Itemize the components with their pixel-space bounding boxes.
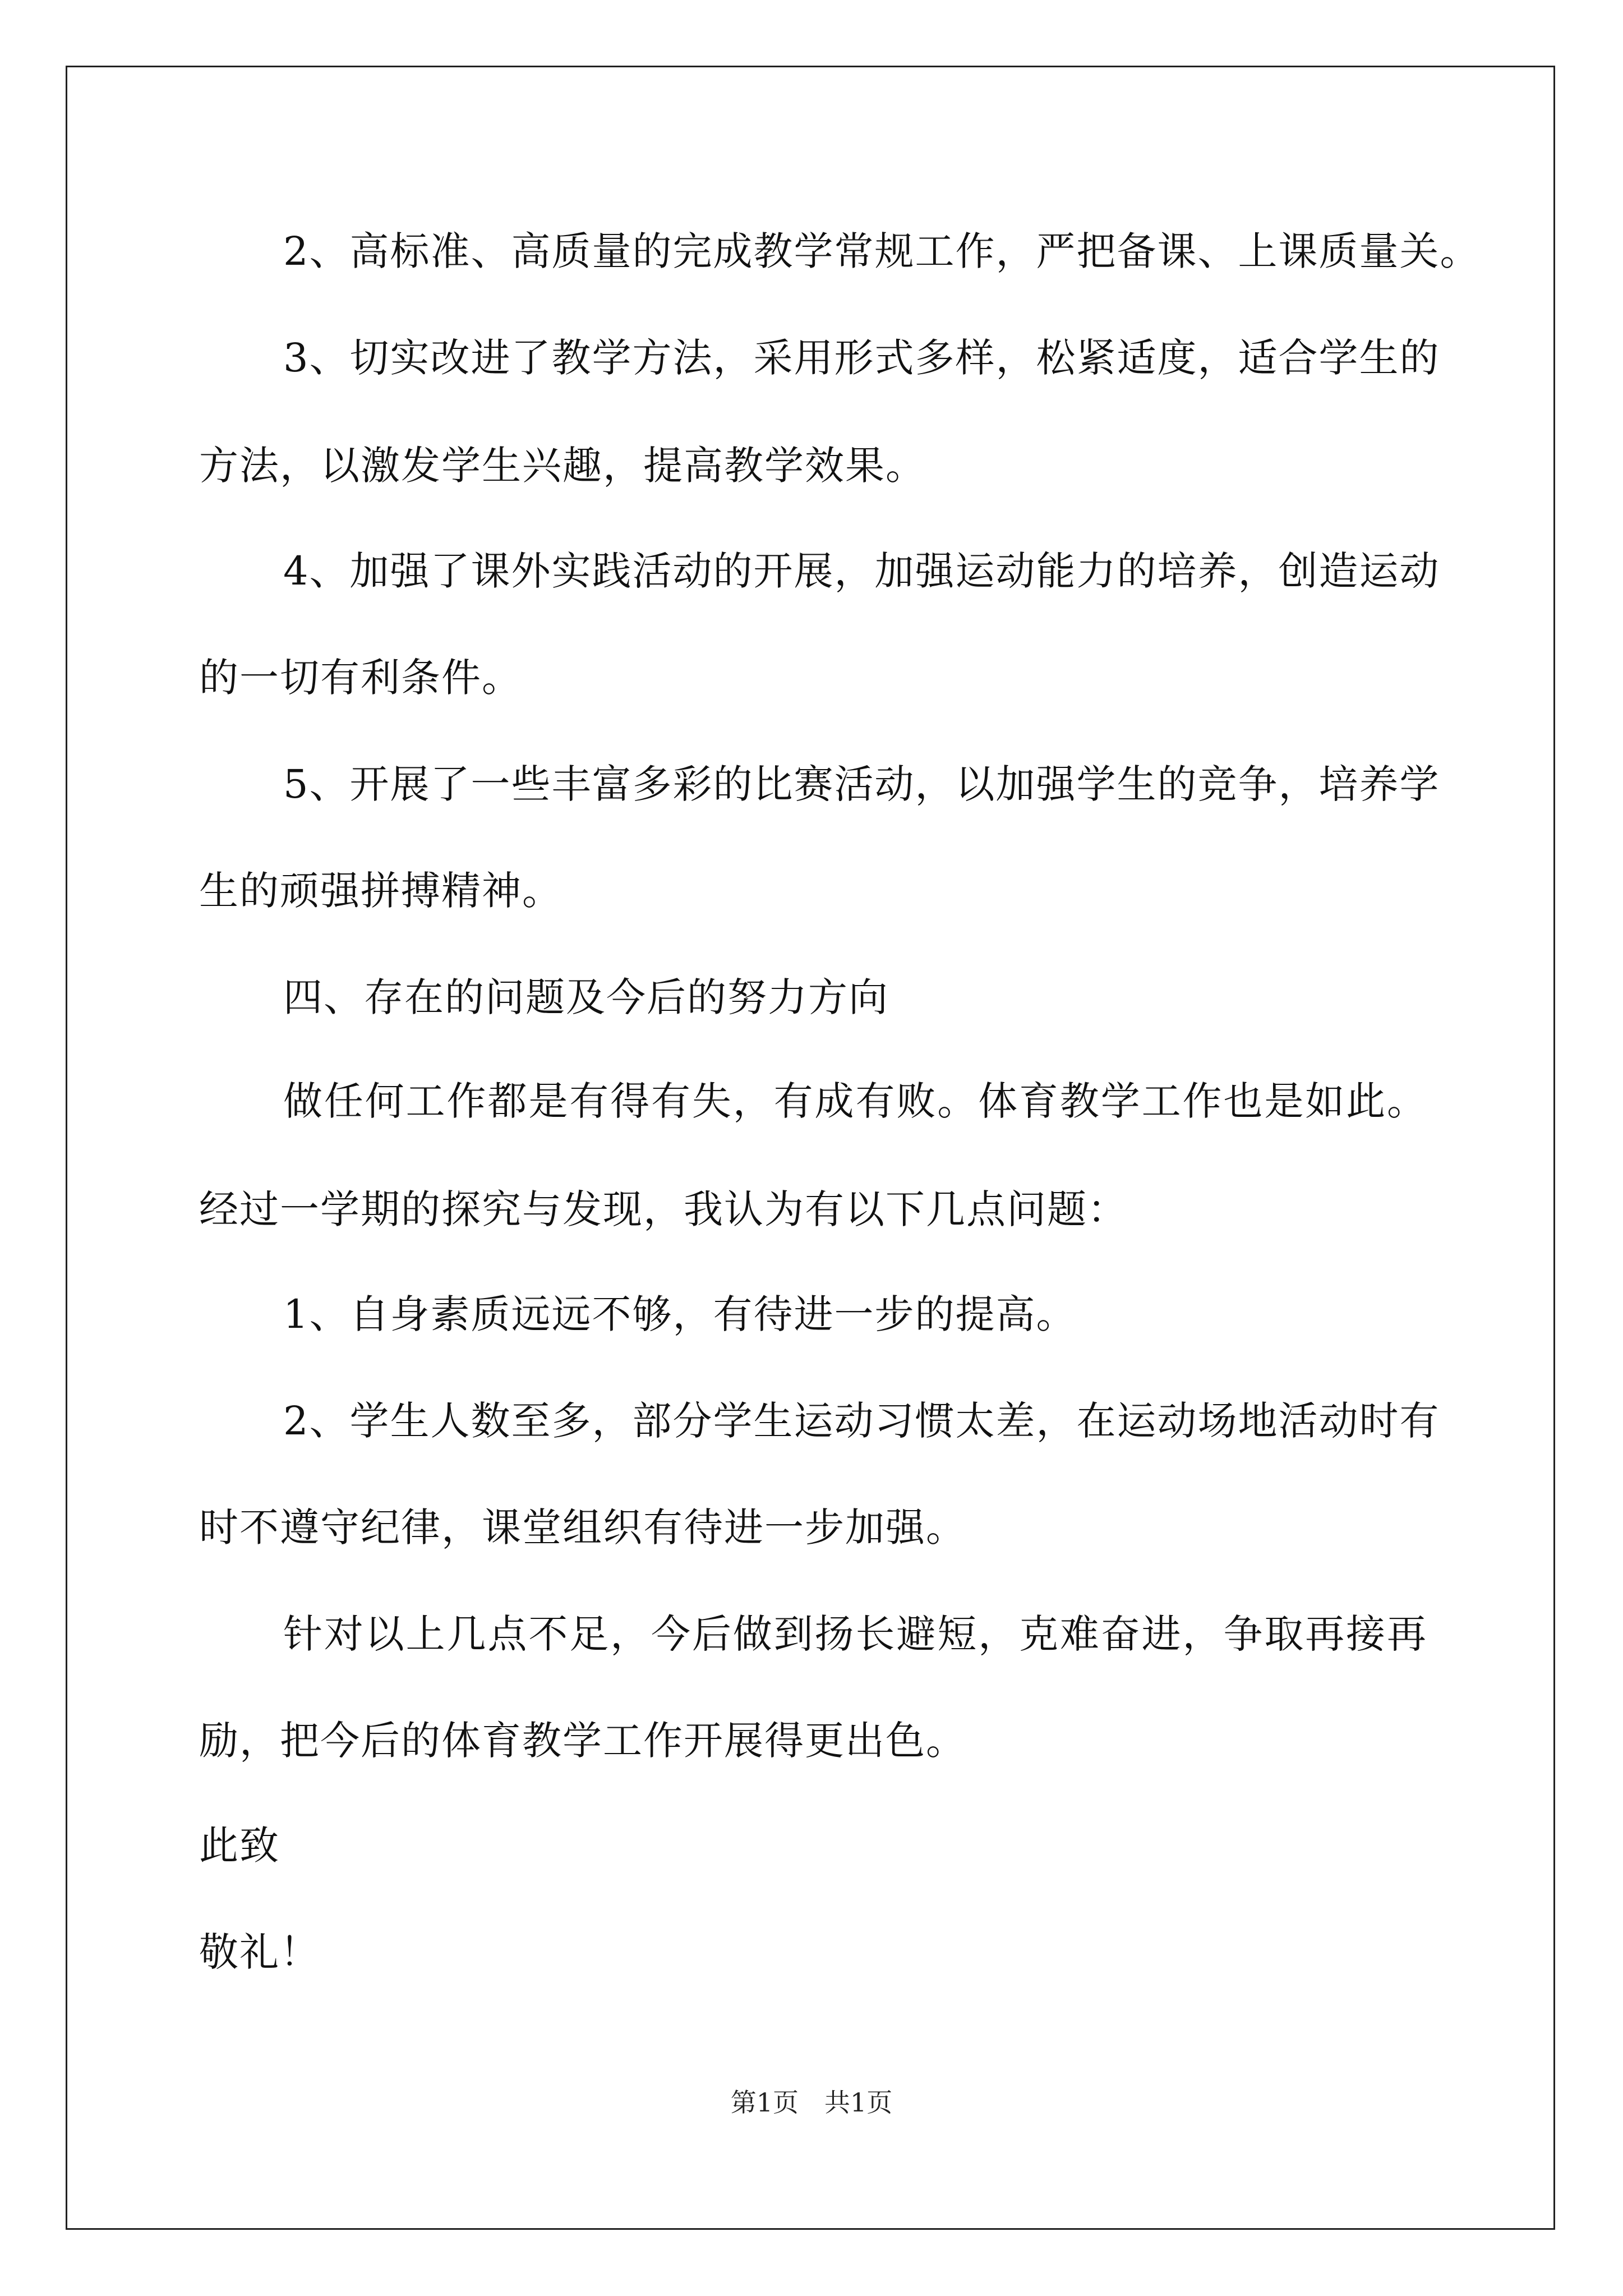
paragraph-line: 2、高标准、高质量的完成教学常规工作，严把备课、上课质量关。 bbox=[283, 228, 1481, 274]
closing-salutation: 敬礼！ bbox=[199, 1929, 320, 1975]
closing-line: 此致 bbox=[199, 1823, 280, 1869]
paragraph-line: 4、加强了课外实践活动的开展，加强运动能力的培养，创造运动 bbox=[283, 548, 1440, 594]
paragraph-line: 做任何工作都是有得有失，有成有败。体育教学工作也是如此。 bbox=[283, 1078, 1427, 1124]
paragraph-line: 方法，以激发学生兴趣，提高教学效果。 bbox=[199, 443, 926, 489]
paragraph-line: 时不遵守纪律，课堂组织有待进一步加强。 bbox=[199, 1504, 966, 1550]
paragraph-line: 针对以上几点不足，今后做到扬长避短，克难奋进，争取再接再 bbox=[283, 1611, 1427, 1657]
paragraph-line: 的一切有利条件。 bbox=[199, 655, 522, 701]
paragraph-line: 3、切实改进了教学方法，采用形式多样，松紧适度，适合学生的 bbox=[283, 335, 1440, 381]
paragraph-line: 生的顽强拼搏精神。 bbox=[199, 868, 562, 914]
paragraph-line: 2、学生人数至多，部分学生运动习惯太差，在运动场地活动时有 bbox=[283, 1398, 1440, 1444]
page-border bbox=[66, 66, 1555, 2230]
page-number: 第1页 共1页 bbox=[730, 2087, 893, 2118]
section-heading: 四、存在的问题及今后的努力方向 bbox=[283, 974, 889, 1020]
paragraph-line: 1、自身素质远远不够，有待进一步的提高。 bbox=[283, 1291, 1077, 1337]
paragraph-line: 经过一学期的探究与发现，我认为有以下几点问题： bbox=[199, 1186, 1128, 1232]
paragraph-line: 励，把今后的体育教学工作开展得更出色。 bbox=[199, 1718, 966, 1764]
paragraph-line: 5、开展了一些丰富多彩的比赛活动，以加强学生的竞争，培养学 bbox=[283, 761, 1440, 807]
